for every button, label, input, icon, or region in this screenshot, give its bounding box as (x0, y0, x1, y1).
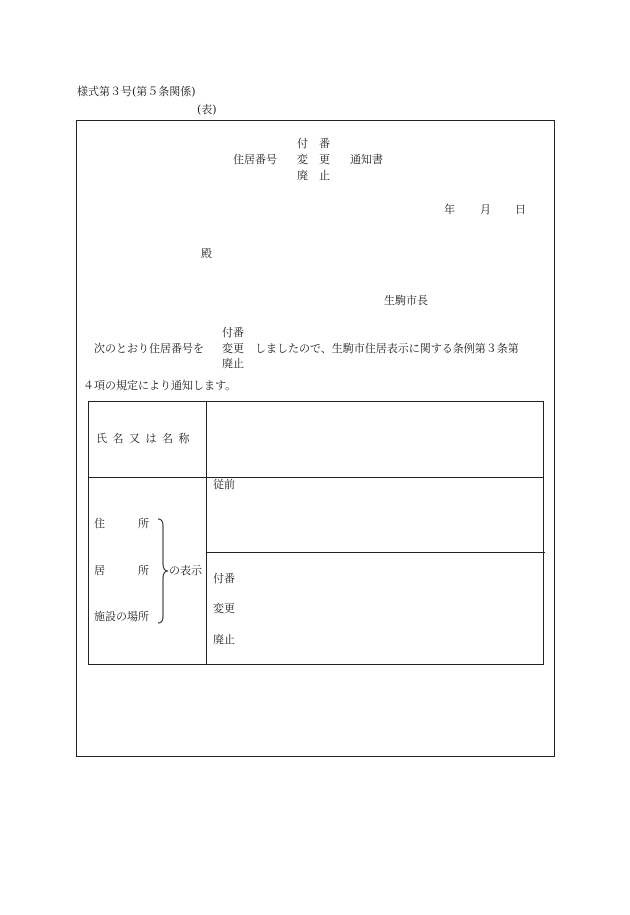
body-text-after: しましたので、生駒市住居表示に関する条例第３条第 (255, 342, 519, 355)
title-option-change: 変 更 (297, 153, 330, 166)
issuer-name: 生駒市長 (384, 294, 428, 307)
title-suffix: 通知書 (350, 153, 383, 166)
body-option-change: 変更 (222, 342, 244, 355)
body-option-assign: 付番 (222, 326, 244, 339)
title-option-assign: 付 番 (297, 137, 330, 150)
body-text-continuation: ４項の規定により通知します。 (83, 379, 237, 392)
table-subrow-divider (206, 552, 545, 553)
date-day-label: 日 (515, 203, 526, 216)
body-option-abolish: 廃止 (222, 357, 244, 370)
body-text-before: 次のとおり住居番号を (94, 342, 204, 355)
form-number-label: 様式第３号(第５条関係) (77, 85, 196, 98)
title-option-abolish: 廃 止 (297, 169, 330, 182)
address-label-residence: 住 所 (94, 517, 149, 530)
table-row-divider (89, 477, 543, 478)
date-year-label: 年 (444, 203, 455, 216)
new-option-assign: 付番 (213, 572, 235, 585)
front-side-label: (表) (197, 103, 217, 116)
address-label-dwelling: 居 所 (94, 564, 149, 577)
new-option-abolish: 廃止 (213, 633, 235, 646)
name-label: 氏 名 又 は 名 称 (96, 432, 191, 445)
title-prefix: 住居番号 (233, 153, 277, 166)
display-suffix: の表示 (169, 564, 202, 577)
date-month-label: 月 (480, 203, 491, 216)
curly-brace-icon (157, 518, 169, 624)
recipient-honorific: 殿 (201, 247, 212, 260)
new-option-change: 変更 (213, 602, 235, 615)
address-label-facility: 施設の場所 (94, 610, 149, 623)
table-column-divider (206, 402, 207, 664)
previous-address-label: 従前 (213, 478, 235, 491)
